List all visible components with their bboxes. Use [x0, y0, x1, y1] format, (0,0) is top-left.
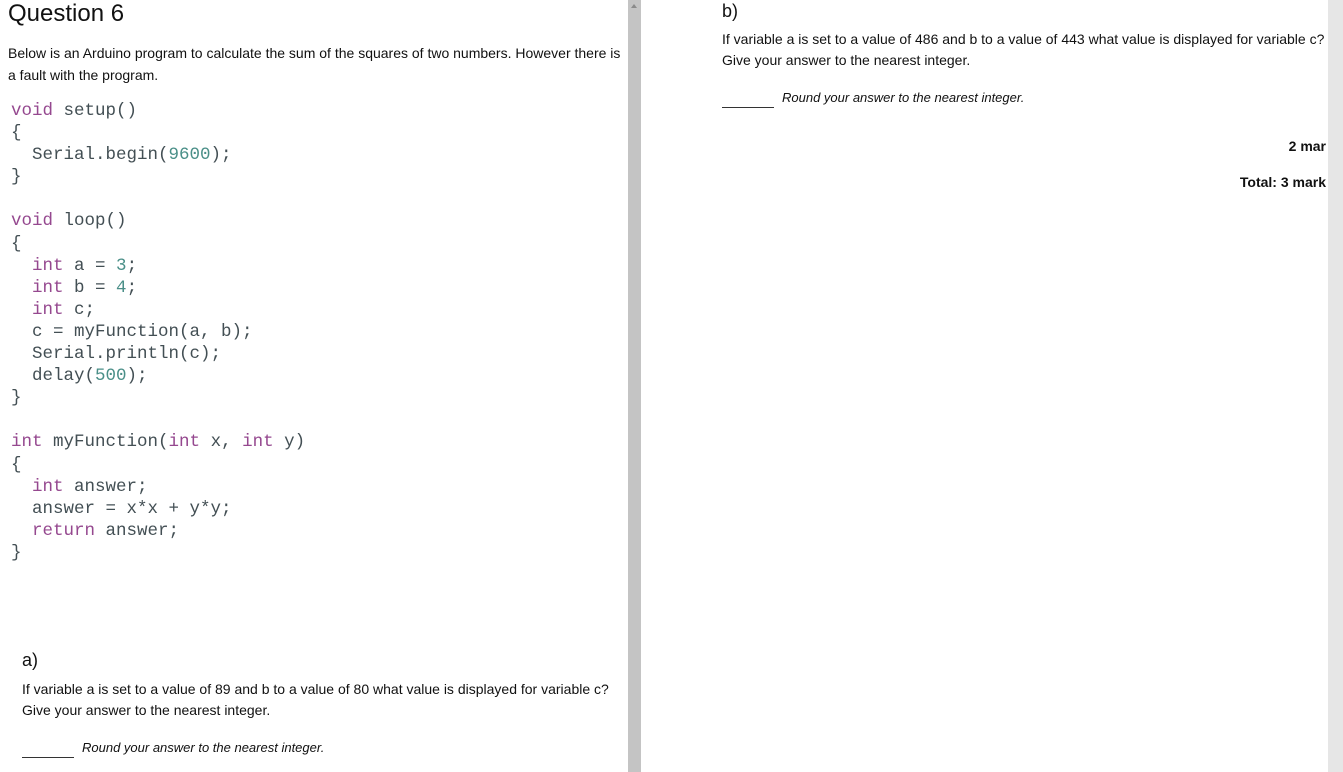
code-line [11, 299, 305, 321]
part-a-text: If variable a is set to a value of 89 and b to a value of 80 what value is displayed for variable c? Give your answer to the nearest integer. [22, 681, 609, 718]
code-keyword: int [168, 432, 201, 453]
code-token: } [11, 388, 22, 409]
right-edge-bar [1328, 0, 1343, 772]
code-line [11, 210, 305, 232]
code-number: 500 [95, 366, 127, 387]
code-line [11, 476, 305, 498]
code-token: } [11, 167, 22, 188]
part-b-answer-input[interactable] [722, 107, 774, 108]
code-number: 3 [116, 255, 127, 276]
part-b-text: If variable a is set to a value of 486 and b to a value of 443 what value is displayed for variable c? Give your answer to the nearest integer. [722, 31, 1325, 68]
code-line [11, 144, 305, 166]
code-token: y) [273, 432, 306, 453]
code-line [11, 188, 305, 210]
part-a-answer-input[interactable] [22, 757, 74, 758]
code-keyword: int [32, 255, 64, 276]
part-b-marks: 2 mar [1288, 138, 1326, 154]
total-marks: Total: 3 mark [1239, 174, 1326, 190]
code-token: ; [126, 255, 138, 276]
code-line [11, 431, 305, 453]
code-number: 9600 [168, 145, 211, 166]
right-pane [641, 0, 1343, 772]
part-b-label: b) [722, 1, 739, 21]
code-token: loop() [53, 211, 127, 232]
code-token: c; [63, 299, 96, 320]
code-token: ); [126, 366, 148, 387]
code-keyword: void [11, 101, 54, 121]
code-token [11, 477, 32, 497]
code-token: answer; [63, 476, 148, 497]
code-token: delay( [11, 366, 96, 387]
code-line [11, 454, 305, 476]
code-token: Serial.begin( [11, 145, 169, 166]
code-number: 4 [116, 277, 127, 298]
code-line [11, 542, 305, 564]
code-block [11, 100, 305, 564]
code-token [11, 278, 32, 298]
code-line [11, 520, 305, 542]
code-token: a = [63, 255, 117, 276]
code-keyword: return [32, 520, 96, 541]
code-line [11, 122, 305, 144]
code-token: { [11, 233, 22, 254]
code-line [11, 409, 305, 431]
vertical-scrollbar[interactable] [628, 0, 641, 772]
code-token: { [11, 123, 22, 144]
code-token: answer; [95, 520, 180, 541]
code-token: } [11, 542, 22, 563]
code-line [11, 100, 305, 122]
code-token [11, 256, 32, 276]
code-line [11, 387, 305, 409]
code-token: answer = x*x + y*y; [11, 498, 232, 519]
code-line [11, 321, 305, 343]
question-title: Question 6 [8, 0, 125, 27]
code-token: x, [200, 432, 243, 453]
code-keyword: int [32, 277, 64, 298]
code-token: { [11, 454, 22, 475]
code-line [11, 365, 305, 387]
code-token [11, 521, 32, 541]
question-intro: Below is an Arduino program to calculate the sum of the squares of two numbers. However there is a fault with the program. [8, 45, 621, 83]
code-keyword: int [32, 476, 64, 497]
left-pane [0, 0, 628, 772]
code-token: c = myFunction(a, b); [11, 321, 253, 342]
code-line [11, 343, 305, 365]
code-keyword: int [242, 432, 274, 453]
code-line [11, 255, 305, 277]
part-b-hint: Round your answer to the nearest integer. [782, 90, 1025, 105]
code-line [11, 166, 305, 188]
code-token: myFunction( [42, 432, 169, 453]
code-keyword: int [32, 299, 64, 320]
code-token [11, 300, 32, 320]
part-a-label: a) [22, 650, 39, 670]
code-line [11, 498, 305, 520]
code-token: ); [210, 145, 232, 166]
code-token: b = [63, 277, 117, 298]
code-token: ; [126, 277, 138, 298]
code-token: setup() [53, 101, 138, 121]
code-keyword: void [11, 211, 54, 232]
code-token: Serial.println(c); [11, 344, 222, 365]
code-keyword: int [11, 432, 43, 453]
scroll-up-arrow-icon[interactable] [631, 4, 637, 8]
code-line [11, 277, 305, 299]
code-line [11, 233, 305, 255]
part-a-hint: Round your answer to the nearest integer. [82, 740, 325, 755]
